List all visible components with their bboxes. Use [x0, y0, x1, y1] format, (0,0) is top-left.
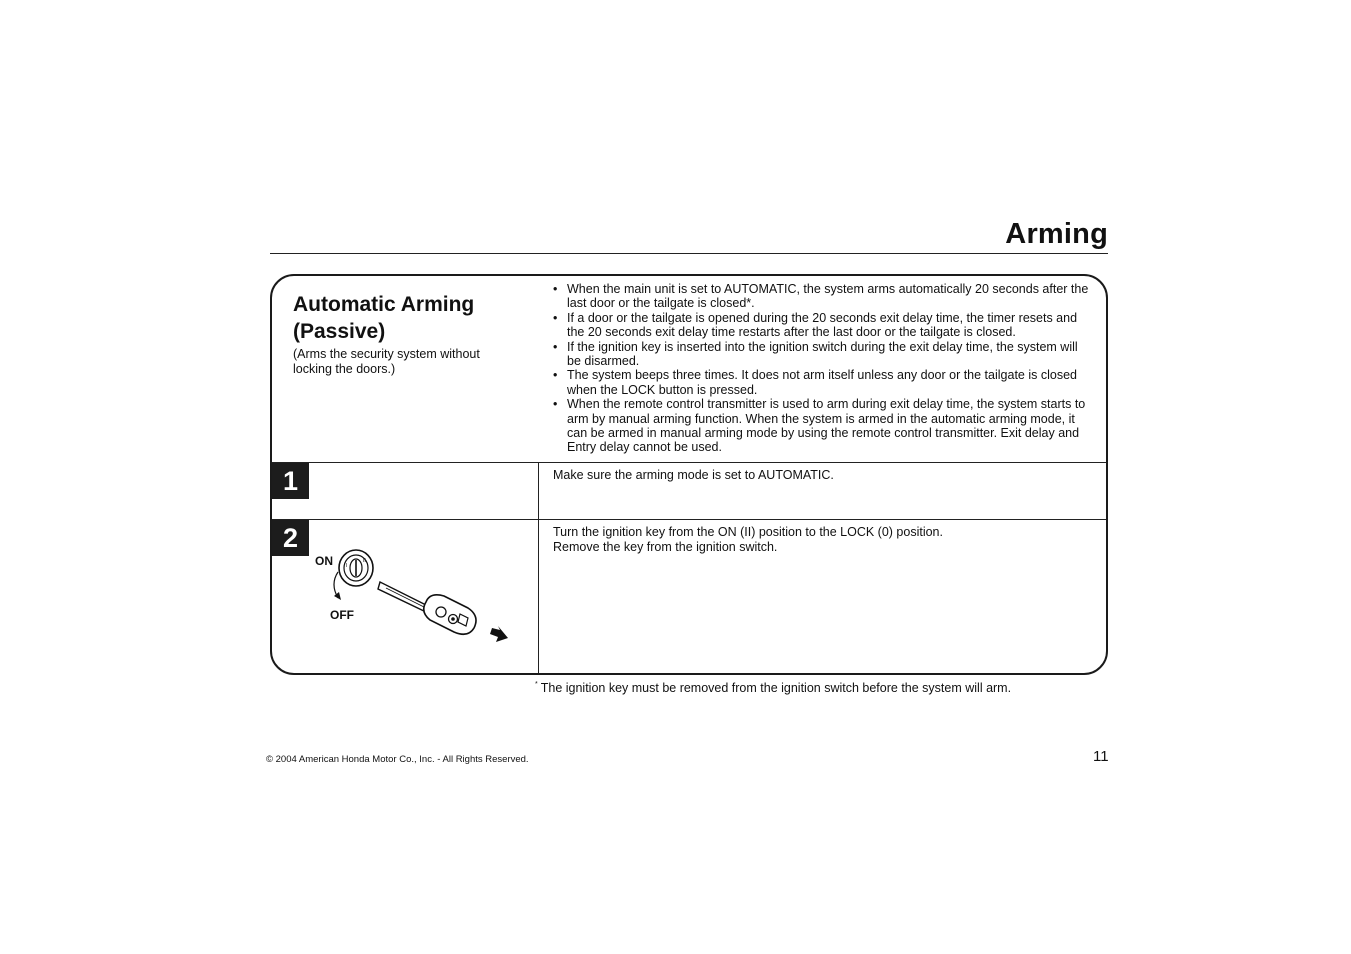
off-position-label: OFF [330, 608, 354, 622]
bullet-item: • When the main unit is set to AUTOMATIC, the system arms automatically 20 seconds after the last door or the tailgate is closed*. [552, 282, 1094, 311]
instruction-box [270, 274, 1108, 675]
section-title-line2: (Passive) [293, 320, 386, 343]
copyright-notice: © 2004 American Honda Motor Co., Inc. - All Rights Reserved. [266, 754, 529, 765]
bullet-list [552, 282, 1094, 455]
svg-text:II: II [363, 558, 366, 564]
title-divider [270, 253, 1108, 254]
footnote-marker: * [535, 681, 538, 688]
on-position-label: ON [315, 554, 333, 568]
page-title: Arming [1005, 218, 1108, 250]
bullet-item: • If the ignition key is inserted into the ignition switch during the exit delay time, the system will be disarmed. [552, 340, 1094, 369]
bullet-item: • If a door or the tailgate is opened during the 20 seconds exit delay time, the timer resets and the 20 seconds exit delay time restarts after the last door or the tailgate is closed. [552, 311, 1094, 340]
step-1-number: 1 [272, 463, 309, 499]
ignition-key-illustration [308, 546, 518, 651]
ignition-key-icon [308, 546, 518, 651]
page-number: 11 [1093, 748, 1109, 765]
step-2-text: Turn the ignition key from the ON (II) position to the LOCK (0) position. Remove the key from the ignition switch. [553, 525, 943, 554]
footnote-text: The ignition key must be removed from the ignition switch before the system will arm. [540, 681, 1012, 695]
bullet-item: • The system beeps three times. It does not arm itself unless any door or the tailgate is closed when the LOCK button is pressed. [552, 368, 1094, 397]
footnote [535, 677, 1011, 696]
row-divider [272, 462, 1106, 463]
step-2-number: 2 [272, 520, 309, 556]
step-1-text: Make sure the arming mode is set to AUTOMATIC. [553, 468, 834, 482]
section-title-line1: Automatic Arming [293, 293, 475, 316]
column-divider [538, 462, 539, 673]
section-title [293, 291, 474, 345]
row-divider [272, 519, 1106, 520]
section-subtitle: (Arms the security system without locking the doors.) [293, 347, 480, 376]
svg-text:I: I [346, 563, 348, 569]
bullet-item: • When the remote control transmitter is used to arm during exit delay time, the system starts to arm by manual arming function. When the system is armed in the automatic arming mode, it can be armed in manual arming mode by using the remote control transmitter. Exit delay and Entry delay cannot be used. [552, 397, 1094, 455]
